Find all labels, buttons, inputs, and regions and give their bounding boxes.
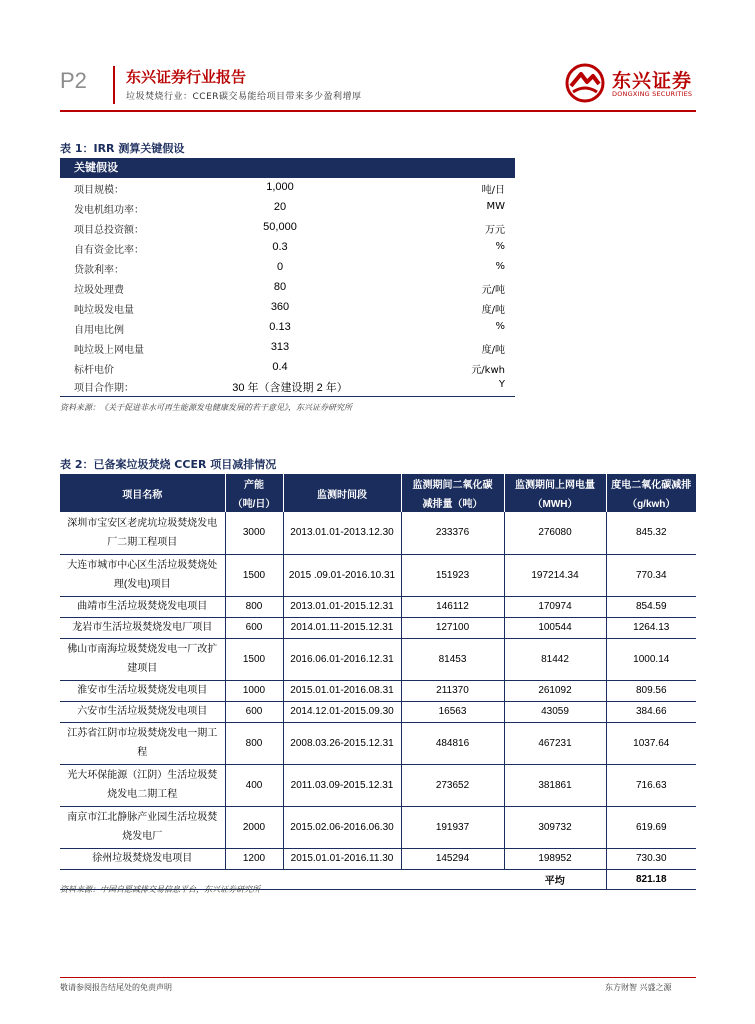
project-name: 佛山市南海垃圾焚烧发电一厂改扩建项目 xyxy=(60,638,225,680)
co2-per-kwh: 845.32 xyxy=(606,512,696,554)
capacity: 600 xyxy=(225,617,283,638)
co2-per-kwh: 770.34 xyxy=(606,554,696,596)
grid-power: 198952 xyxy=(504,848,606,869)
capacity: 600 xyxy=(225,701,283,722)
assumption-unit: 万元 xyxy=(485,225,505,236)
average-value: 821.18 xyxy=(606,869,696,889)
assumption-unit: 元/吨 xyxy=(481,285,505,296)
report-subtitle: 垃圾焚烧行业：CCER碳交易能给项目带来多少盈利增厚 xyxy=(126,92,362,102)
table2 xyxy=(60,474,696,890)
capacity: 1200 xyxy=(225,848,283,869)
table1-row xyxy=(60,238,515,258)
table1-title: 表 1：IRR 测算关键假设 xyxy=(60,142,185,155)
co2-per-kwh: 384.66 xyxy=(606,701,696,722)
period: 2016.06.01-2016.12.31 xyxy=(283,638,401,680)
col-header-power: 监测期间上网电量 xyxy=(504,474,606,493)
table1-row xyxy=(60,376,515,396)
co2-per-kwh: 730.30 xyxy=(606,848,696,869)
project-name: 六安市生活垃圾焚烧发电项目 xyxy=(60,701,225,722)
co2-per-kwh: 1000.14 xyxy=(606,638,696,680)
assumption-value: 313 xyxy=(270,341,290,353)
col-header-name: 项目名称 xyxy=(60,474,225,512)
assumption-label: 项目总投资额： xyxy=(74,225,144,236)
assumption-value: 1,000 xyxy=(266,181,294,193)
assumption-value: 80 xyxy=(273,281,287,293)
co2-reduction: 191937 xyxy=(401,806,504,848)
col-header-co2: 监测期间二氧化碳 xyxy=(401,474,504,493)
table1-header-label: 关键假设 xyxy=(74,161,118,174)
assumption-label: 自用电比例 xyxy=(74,325,124,336)
header-divider xyxy=(113,66,115,104)
assumption-label: 发电机组功率： xyxy=(74,205,144,216)
period: 2015.01.01-2016.08.31 xyxy=(283,680,401,701)
period: 2014.12.01-2015.09.30 xyxy=(283,701,401,722)
table-row xyxy=(60,617,696,638)
period: 2013.01.01-2013.12.30 xyxy=(283,512,401,554)
table-row xyxy=(60,554,696,596)
table1-source: 资料来源：《关于促进非水可再生能源发电健康发展的若干意见》，东兴证券研究所 xyxy=(60,403,352,412)
grid-power: 261092 xyxy=(504,680,606,701)
grid-power: 43059 xyxy=(504,701,606,722)
col-header-co2-unit: 减排量（吨） xyxy=(401,493,504,512)
assumption-unit: 度/吨 xyxy=(481,305,505,316)
project-name: 南京市江北静脉产业园生活垃圾焚烧发电厂 xyxy=(60,806,225,848)
col-header-period: 监测时间段 xyxy=(283,474,401,512)
grid-power: 309732 xyxy=(504,806,606,848)
project-name: 光大环保能源（江阴）生活垃圾焚烧发电二期工程 xyxy=(60,764,225,806)
assumption-label: 吨垃圾发电量 xyxy=(74,305,134,316)
period: 2014.01.11-2015.12.31 xyxy=(283,617,401,638)
table1-row xyxy=(60,218,515,238)
co2-reduction: 151923 xyxy=(401,554,504,596)
co2-reduction: 484816 xyxy=(401,722,504,764)
table-row xyxy=(60,512,696,554)
co2-reduction: 16563 xyxy=(401,701,504,722)
assumption-label: 标杆电价 xyxy=(74,365,114,376)
assumption-value: 0.13 xyxy=(269,321,291,333)
co2-reduction: 127100 xyxy=(401,617,504,638)
co2-reduction: 273652 xyxy=(401,764,504,806)
table1-row xyxy=(60,338,515,358)
table-row xyxy=(60,722,696,764)
logo-text-cn: 东兴证券 xyxy=(612,70,693,92)
header-rule xyxy=(60,110,696,112)
assumption-unit: % xyxy=(495,321,505,332)
assumption-value: 20 xyxy=(273,201,287,213)
col-header-capacity-unit: （吨/日） xyxy=(225,493,283,512)
capacity: 1000 xyxy=(225,680,283,701)
grid-power: 276080 xyxy=(504,512,606,554)
co2-per-kwh: 619.69 xyxy=(606,806,696,848)
page-number: P2 xyxy=(60,68,87,93)
table1-row xyxy=(60,198,515,218)
assumption-unit: % xyxy=(495,241,505,252)
logo-text-en: DONGXING SECURITIES xyxy=(612,90,693,98)
assumption-label: 项目合作期： xyxy=(74,383,134,394)
average-label: 平均 xyxy=(504,869,606,889)
footer-slogan: 东方财智 兴盛之源 xyxy=(605,983,672,992)
table1-row xyxy=(60,178,515,198)
assumption-unit: % xyxy=(495,261,505,272)
project-name: 徐州垃圾焚烧发电项目 xyxy=(60,848,225,869)
grid-power: 100544 xyxy=(504,617,606,638)
project-name: 曲靖市生活垃圾焚烧发电项目 xyxy=(60,596,225,617)
co2-per-kwh: 1264.13 xyxy=(606,617,696,638)
project-name: 大连市城市中心区生活垃圾焚烧处理(发电)项目 xyxy=(60,554,225,596)
co2-per-kwh: 854.59 xyxy=(606,596,696,617)
period: 2013.01.01-2015.12.31 xyxy=(283,596,401,617)
grid-power: 197214.34 xyxy=(504,554,606,596)
table-row xyxy=(60,638,696,680)
co2-per-kwh: 1037.64 xyxy=(606,722,696,764)
project-name: 淮安市生活垃圾焚烧发电项目 xyxy=(60,680,225,701)
assumption-label: 项目规模： xyxy=(74,185,124,196)
assumption-label: 垃圾处理费 xyxy=(74,285,124,296)
assumption-unit: 元/kwh xyxy=(471,365,505,376)
table-row xyxy=(60,701,696,722)
table-row xyxy=(60,596,696,617)
table-row xyxy=(60,764,696,806)
table1-bottom-rule xyxy=(60,396,515,397)
capacity: 1500 xyxy=(225,638,283,680)
co2-reduction: 81453 xyxy=(401,638,504,680)
capacity: 2000 xyxy=(225,806,283,848)
table-row xyxy=(60,806,696,848)
period: 2008.03.26-2015.12.31 xyxy=(283,722,401,764)
footer-disclaimer: 敬请参阅报告结尾处的免责声明 xyxy=(60,983,172,992)
assumption-unit: 吨/日 xyxy=(481,185,505,196)
period: 2015.02.06-2016.06.30 xyxy=(283,806,401,848)
period: 2015.01.01-2016.11.30 xyxy=(283,848,401,869)
project-name: 深圳市宝安区老虎坑垃圾焚烧发电厂二期工程项目 xyxy=(60,512,225,554)
table1-row xyxy=(60,298,515,318)
capacity: 800 xyxy=(225,722,283,764)
assumption-value: 0.3 xyxy=(272,241,288,253)
grid-power: 381861 xyxy=(504,764,606,806)
assumption-value: 360 xyxy=(270,301,290,313)
capacity: 800 xyxy=(225,596,283,617)
capacity: 1500 xyxy=(225,554,283,596)
table2-title: 表 2：已备案垃圾焚烧 CCER 项目减排情况 xyxy=(60,458,277,471)
table1-row xyxy=(60,318,515,338)
table1-row xyxy=(60,258,515,278)
co2-reduction: 146112 xyxy=(401,596,504,617)
assumption-unit: MW xyxy=(486,201,505,212)
table1-row xyxy=(60,358,515,378)
col-header-per-kwh: 度电二氧化碳减排 xyxy=(606,474,696,493)
co2-per-kwh: 809.56 xyxy=(606,680,696,701)
col-header-per-kwh-unit: （g/kwh） xyxy=(606,493,696,512)
capacity: 400 xyxy=(225,764,283,806)
footer-rule xyxy=(60,977,696,978)
col-header-capacity: 产能 xyxy=(225,474,283,493)
grid-power: 467231 xyxy=(504,722,606,764)
capacity: 3000 xyxy=(225,512,283,554)
assumption-value: 50,000 xyxy=(263,221,297,233)
assumption-unit: 度/吨 xyxy=(481,345,505,356)
assumption-label: 自有资金比率： xyxy=(74,245,144,256)
co2-per-kwh: 716.63 xyxy=(606,764,696,806)
co2-reduction: 211370 xyxy=(401,680,504,701)
assumption-label: 吨垃圾上网电量 xyxy=(74,345,144,356)
grid-power: 170974 xyxy=(504,596,606,617)
table-row xyxy=(60,680,696,701)
report-title: 东兴证券行业报告 xyxy=(126,68,247,86)
project-name: 龙岩市生活垃圾焚烧发电厂项目 xyxy=(60,617,225,638)
table-row xyxy=(60,848,696,869)
table2-source: 资料来源：中国自愿减排交易信息平台，东兴证券研究所 xyxy=(60,885,260,894)
period: 2015 .09.01-2016.10.31 xyxy=(283,554,401,596)
project-name: 江苏省江阴市垃圾焚烧发电一期工程 xyxy=(60,722,225,764)
grid-power: 81442 xyxy=(504,638,606,680)
table1-header xyxy=(60,158,515,178)
co2-reduction: 145294 xyxy=(401,848,504,869)
co2-reduction: 233376 xyxy=(401,512,504,554)
assumption-value: 0.4 xyxy=(272,361,288,373)
table1-row xyxy=(60,278,515,298)
assumption-unit: Y xyxy=(498,379,505,390)
period: 2011.03.09-2015.12.31 xyxy=(283,764,401,806)
assumption-value: 30 年（含建设期 2 年） xyxy=(232,382,348,394)
col-header-power-unit: （MWH） xyxy=(504,493,606,512)
assumption-value: 0 xyxy=(276,261,284,273)
assumption-label: 贷款利率： xyxy=(74,265,124,276)
